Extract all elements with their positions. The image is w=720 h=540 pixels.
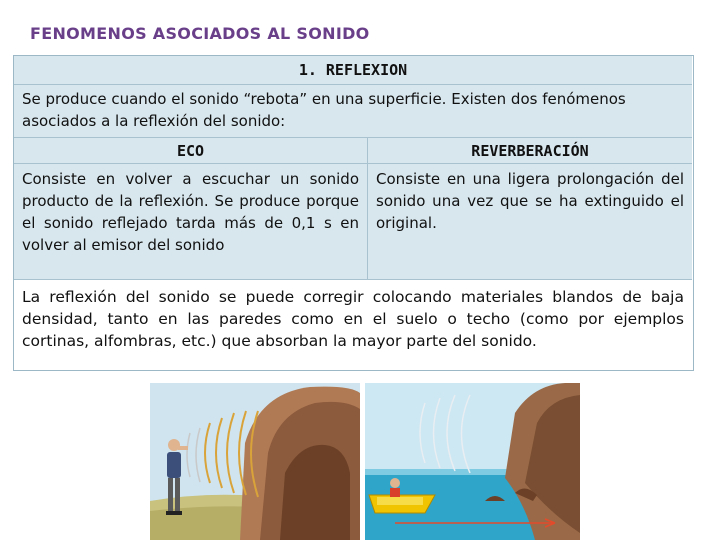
eco-text: Consiste en volver a escuchar un sonido producto de la reflexión. Se produce porque el sonido reflejado tarda más de 0,1 s en volver al emisor del sonido xyxy=(14,164,368,280)
sea-scene-image xyxy=(365,383,580,540)
section-intro: Se produce cuando el sonido “rebota” en una superficie. Existen dos fenómenos asociados a la reflexión del sonido: xyxy=(14,85,692,138)
echo-illustration xyxy=(150,383,360,540)
reverberacion-heading: REVERBERACIÓN xyxy=(368,138,692,164)
section-heading: 1. REFLEXION xyxy=(14,56,692,85)
echo-scene-image xyxy=(150,383,360,540)
page-title: FENOMENOS ASOCIADOS AL SONIDO xyxy=(30,24,370,43)
reverberation-illustration xyxy=(365,383,580,540)
reflection-table xyxy=(13,55,694,371)
footer-text: La reflexión del sonido se puede corregir colocando materiales blandos de baja densidad, tanto en las paredes como en el suelo o techo (como por ejemplos cortinas, alfombras, etc.) que absorban la mayor parte del sonido. xyxy=(22,288,684,350)
reverberacion-text: Consiste en una ligera prolongación del sonido una vez que se ha extinguido el original. xyxy=(368,164,692,280)
eco-heading: ECO xyxy=(14,138,368,164)
